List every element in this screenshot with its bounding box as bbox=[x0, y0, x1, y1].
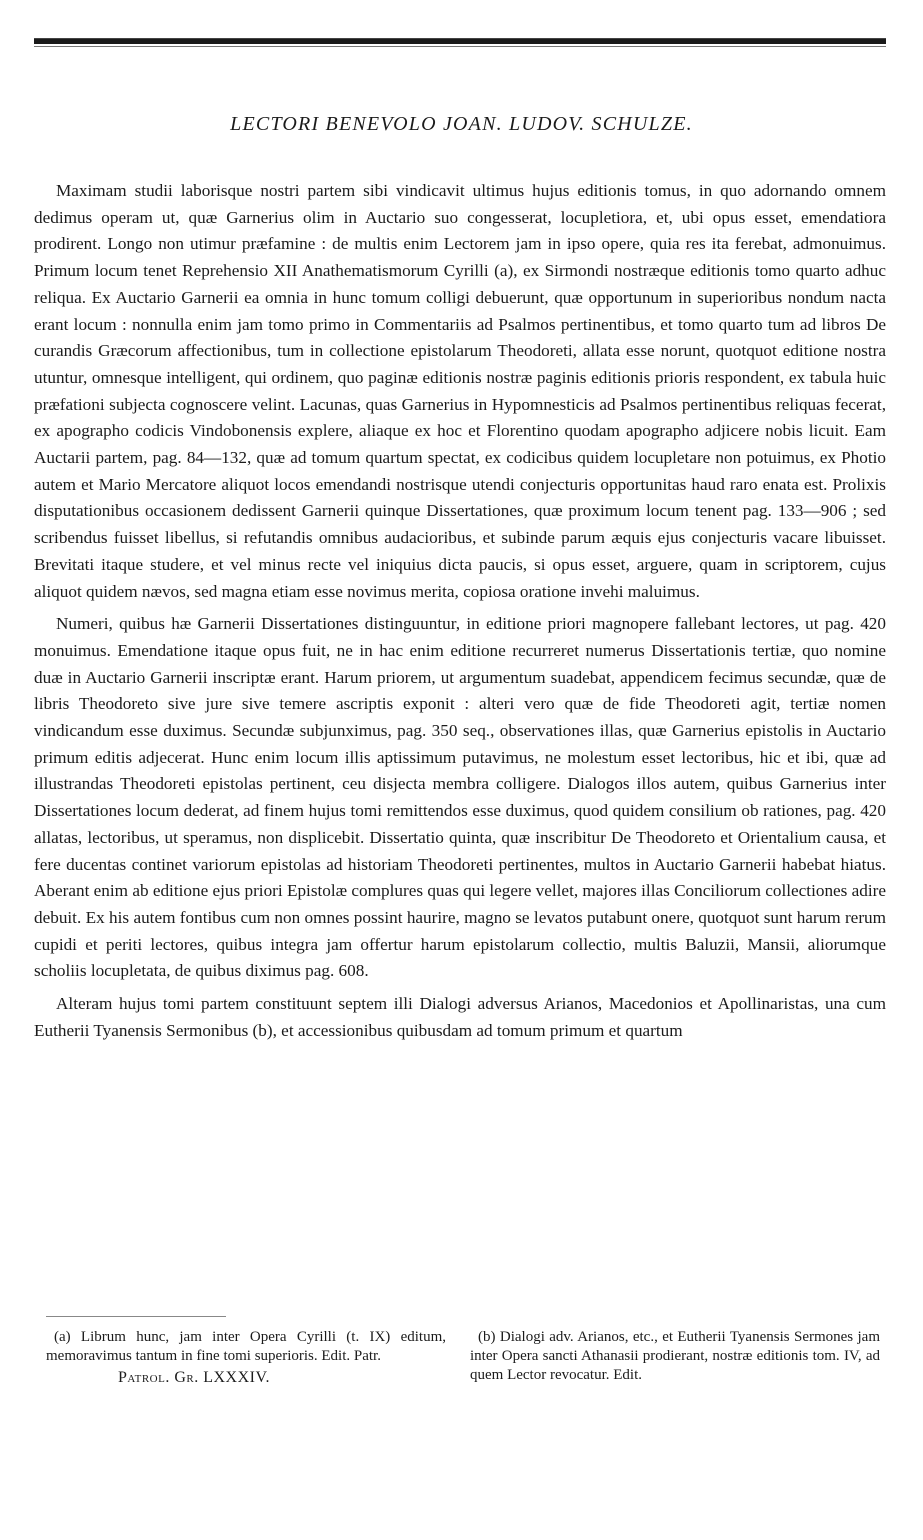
paragraph-2: Numeri, quibus hæ Garnerii Dissertationes distinguuntur, in editione priori magnopere fallebant lectores, ut pag. 420 monuimus. Emendatione itaque opus fuit, ne in hac enim editione recurreret numerus Dissertationis tertiæ, quo nomine duæ in Auctario Garnerii inscriptæ erant. Harum priorem, ut argumentum suadebat, appendicem fecimus secundæ, quæ de libris Theodoreto sive jure sive temere ascriptis exponit : alteri vero quæ de fide Theodoreti agit, tertiæ nomen vindicandum esse duximus. Secundæ subjunximus, pag. 350 seq., observationes illas, quæ Garnerius epistolis in Auctario primum editis adjecerat. Hunc enim locum illis aptissimum putavimus, ne molestum esset lectoribus, hic et ibi, quæ ad illustrandas Theodoreti epistolas pertinent, ceu disjecta membra colligere. Dialogos illos autem, quibus Garnerius inter Dissertationes locum dederat, ad finem hujus tomi remittendos esse duximus, quod quidem consilium ob rationes, pag. 420 allatas, lectoribus, ut speramus, non displicebit. Dissertatio quinta, quæ inscribitur De Theodoreto et Orientalium causa, et fere ducentas continet variorum epistolas ad historiam Theodoreti pertinentes, multos in Auctario Garnerii habebat hiatus. Aberant enim ab editione ejus priori Epistolæ complures quas qui legere vellet, majores illas Conciliorum collectiones adire debuit. Ex his autem fontibus cum non omnes possint haurire, magno se levatos putabunt onere, quotquot sunt harum rerum cupidi et periti lectores, quibus integra jam offertur harum epistolarum collectio, multis Baluzii, Mansii, aliorumque scholiis locupletata, de quibus diximus pag. 608. bbox=[34, 614, 886, 981]
page-title: LECTORI BENEVOLO JOAN. LUDOV. SCHULZE. bbox=[230, 113, 693, 135]
top-border-rule bbox=[34, 38, 886, 44]
paragraph-1: Maximam studii laborisque nostri partem sibi vindicavit ultimus hujus editionis tomus, in quo adornando omnem dedimus operam ut, quæ Garnerius olim in Auctario suo congesserat, locupletiora, et, ubi opus esset, emendatiora prodirent. Longo non utimur præfamine : de multis enim Lectorem jam in ipso opere, quia res ita ferebat, admonuimus. Primum locum tenet Reprehensio XII Anathematismorum Cyrilli (a), ex Sirmondi nostræque editionis tomo quarto adhuc reliqua. Ex Auctario Garnerii ea omnia in hunc tomum colligi debuerunt, quæ opportunum in superioribus nondum nacta erant locum : nonnulla enim jam tomo primo in Commentariis ad Psalmos pertinentibus, et tomo quarto tum ad libros De curandis Græcorum affectionibus, tum in collectione epistolarum Theodoreti, allata esse norunt, quotquot editione nostra utuntur, omnesque intelligent, qui ordinem, quo paginæ editionis nostræ paginis editionis prioris respondent, ex tabula huic præfationi subjecta cognoscere velint. Lacunas, quas Garnerius in Hypomnesticis ad Psalmos pertinentibus reliquas fecerat, ex apographo codicis Vindobonensis explere, aliaque ex hoc et Florentino quodam apographo adjicere nobis licuit. Eam Auctarii partem, pag. 84—132, quæ ad tomum quartum spectat, ex codicibus quidem locupletare non potuimus, ex Photio autem et Mario Mercatore aliquot locos emendandi nostrisque utendi conjecturis opportunitas haud raro enata est. Prolixis disputationibus occasionem dedissent Garnerii quinque Dissertationes, quæ proximum locum tenent pag. 133—906 ; sed scribendus fuisset libellus, si refutandis omnibus audacioribus, et subinde parum æquis ejus conjecturis vacare libuisset. Brevitati itaque studere, et vel minus recte vel iniquius dicta paucis, si opus esset, arguere, quam in scriptorem, cujus aliquot quidem nævos, sed magna etiam esse novimus merita, copiosa oratione invehi maluimus. bbox=[34, 181, 886, 601]
signature-mark: Patrol. Gr. LXXXIV. bbox=[118, 1369, 270, 1386]
preface-body bbox=[34, 178, 886, 1045]
footnotes-right-column bbox=[470, 1328, 880, 1385]
footnote-b: (b) Dialogi adv. Arianos, etc., et Eutherii Tyanensis Sermones jam inter Opera sancti Athanasii prodierant, nostræ editionis tom. IV, ad quem Lector revocatur. Edit. bbox=[470, 1329, 880, 1383]
top-border-thin-rule bbox=[34, 46, 886, 47]
paragraph-3: Alteram hujus tomi partem constituunt septem illi Dialogi adversus Arianos, Macedonios et Apollinaristas, una cum Eutherii Tyanensis Sermonibus (b), et accessionibus quibusdam ad tomum primum et quartum bbox=[34, 994, 886, 1040]
footnote-a: (a) Librum hunc, jam inter Opera Cyrilli (t. IX) editum, memoravimus tantum in fine tomi superioris. Edit. Patr. bbox=[46, 1329, 446, 1364]
footnotes-left-column bbox=[46, 1328, 446, 1387]
footnote-separator bbox=[46, 1316, 226, 1317]
